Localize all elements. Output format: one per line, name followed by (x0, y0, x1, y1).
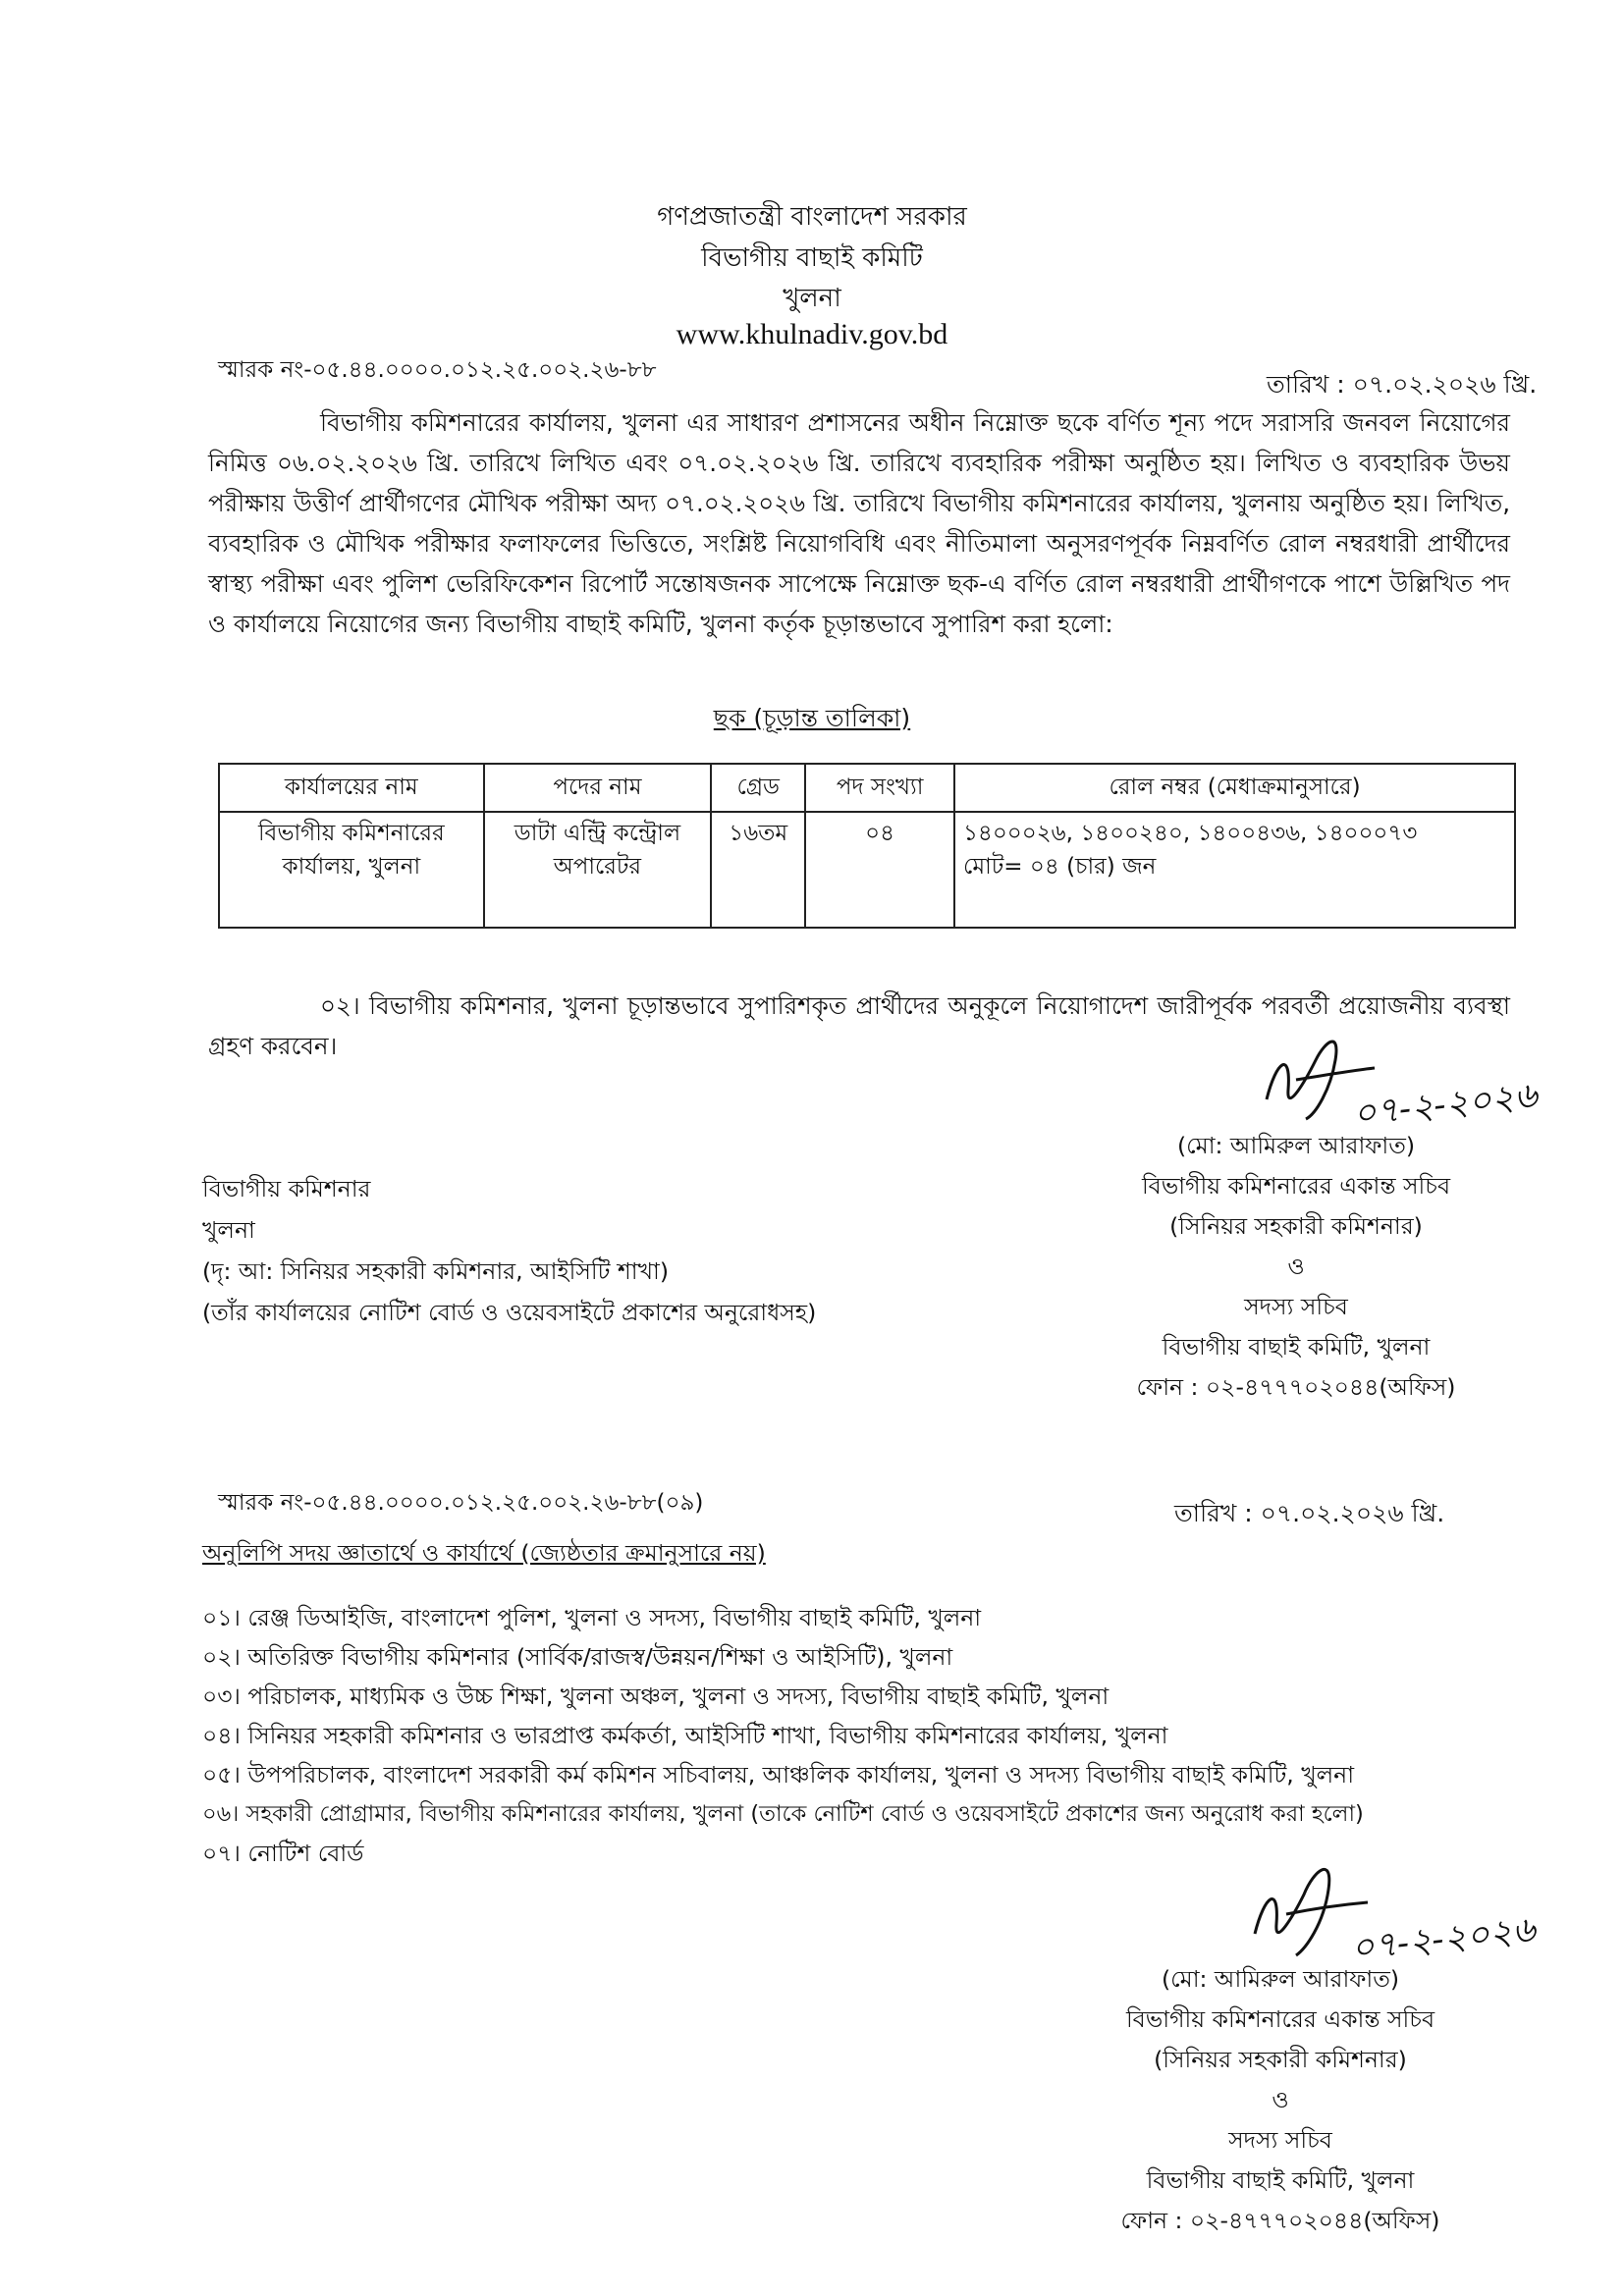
table-title: ছক (চূড়ান্ত তালিকা) (713, 704, 911, 732)
committee-role: সদস্য সচিব (1244, 1293, 1348, 1320)
handwritten-date: ০৭-২-২০২৬ (1351, 1075, 1540, 1135)
header-grade: গ্রেড (711, 764, 805, 812)
copy-heading: অনুলিপি সদয় জ্ঞাতার্থে ও কার্যার্থে (জ্যেষ্ঠতার ক্রমানুসারে নয়) (202, 1539, 766, 1567)
table-header-row (219, 764, 1515, 812)
list-item: ০১। রেঞ্জ ডিআইজি, বাংলাদেশ পুলিশ, খুলনা ও সদস্য, বিভাগীয় বাছাই কমিটি, খুলনা (202, 1604, 982, 1631)
recipient-block: বিভাগীয় কমিশনার খুলনা (দৃ: আ: সিনিয়র সহকারী কমিশনার, আইসিটি শাখা) (তাঁর কার্যালয়ের নোটিশ বোর্ড ও ওয়েবসাইটে প্রকাশের অনুরোধসহ) (202, 1175, 817, 1326)
committee-name: বিভাগীয় বাছাই কমিটি, খুলনা (1146, 2166, 1415, 2194)
conjunction: ও (1272, 2086, 1289, 2113)
table-row (219, 812, 1515, 928)
list-item: ০৭। নোটিশ বোর্ড (202, 1840, 364, 1867)
phone-number: ফোন : ০২-৪৭৭৭০২০৪৪(অফিস) (1120, 2207, 1440, 2234)
list-item: ০৫। উপপরিচালক, বাংলাদেশ সরকারী কর্ম কমিশন সচিবালয়, আঞ্চলিক কার্যালয়, খুলনা ও সদস্য বিভাগীয় বাছাই কমিটি, খুলনা (202, 1761, 1355, 1789)
website-link[interactable]: www.khulnadiv.gov.bd (676, 318, 948, 350)
committee-name: বিভাগীয় বাছাই কমিটি, খুলনা (1162, 1333, 1431, 1361)
cell-count: ০৪ (805, 812, 954, 928)
header-count: পদ সংখ্যা (805, 764, 954, 812)
list-item: ০৬। সহকারী প্রোগ্রামার, বিভাগীয় কমিশনারের কার্যালয়, খুলনা (তাকে নোটিশ বোর্ড ও ওয়েবসাইটে প্রকাশের জন্য অনুরোধ করা হলো) (202, 1801, 1364, 1827)
final-list-table (218, 763, 1516, 929)
para-two: ০২। বিভাগীয় কমিশনার, খুলনা চূড়ান্তভাবে সুপারিশকৃত প্রার্থীদের অনুকূলে নিয়োগাদেশ জারীপূর্বক পরবর্তী প্রয়োজনীয় ব্যবস্থা গ্রহণ করবেন। (208, 991, 1510, 1060)
signatory-name: (মো: আমিরুল আরাফাত) (1161, 1965, 1400, 1993)
header-roll: রোল নম্বর (মেধাক্রমানুসারে) (954, 764, 1515, 812)
phone-number: ফোন : ০২-৪৭৭৭০২০৪৪(অফিস) (1136, 1373, 1456, 1401)
committee-role: সদস্য সচিব (1228, 2126, 1332, 2154)
signatory-rank: (সিনিয়র সহকারী কমিশনার) (1154, 2046, 1407, 2073)
header-office: কার্যালয়ের নাম (219, 764, 484, 812)
signature-block (1064, 1959, 1496, 2241)
cell-office: বিভাগীয় কমিশনারের কার্যালয়, খুলনা (219, 812, 484, 928)
list-item: ০৩। পরিচালক, মাধ্যমিক ও উচ্চ শিক্ষা, খুলনা অঞ্চল, খুলনা ও সদস্য, বিভাগীয় বাছাই কমিটি, খুলনা (202, 1682, 1110, 1710)
memo-date: তারিখ : ০৭.০২.২০২৬ খ্রি. (1267, 370, 1538, 399)
government-title: গণপ্রজাতন্ত্রী বাংলাদেশ সরকার (657, 202, 967, 232)
committee-title: বিভাগীয় বাছাই কমিটি (701, 243, 923, 273)
cell-grade: ১৬তম (711, 812, 805, 928)
body-paragraph: বিভাগীয় কমিশনারের কার্যালয়, খুলনা এর সাধারণ প্রশাসনের অধীন নিম্নোক্ত ছকে বর্ণিত শূন্য পদে সরাসরি জনবল নিয়োগের নিমিত্ত ০৬.০২.২০২৬ খ্রি. তারিখে লিখিত এবং ০৭.০২.২০২৬ খ্রি. তারিখে ব্যবহারিক পরীক্ষা অনুষ্ঠিত হয়। লিখিত ও ব্যবহারিক উভয় পরীক্ষায় উত্তীর্ণ প্রার্থীগণের মৌখিক পরীক্ষা অদ্য ০৭.০২.২০২৬ খ্রি. তারিখে বিভাগীয় কমিশনারের কার্যালয়, খুলনায় অনুষ্ঠিত হয়। লিখিত, ব্যবহারিক ও মৌখিক পরীক্ষার ফলাফলের ভিত্তিতে, সংশ্লিষ্ট নিয়োগবিধি এবং নীতিমালা অনুসরণপূর্বক নিম্নবর্ণিত রোল নম্বরধারী প্রার্থীদের স্বাস্থ্য পরীক্ষা এবং পুলিশ ভেরিফিকেশন রিপোর্ট সন্তোষজনক সাপেক্ষে নিম্নোক্ত ছক-এ বর্ণিত রোল নম্বরধারী প্রার্থীগণকে পাশে উল্লিখিত পদ ও কার্যালয়ে নিয়োগের জন্য বিভাগীয় বাছাই কমিটি, খুলনা কর্তৃক চূড়ান্তভাবে সুপারিশ করা হলো: (208, 408, 1510, 638)
cell-post: ডাটা এন্ট্রি কন্ট্রোল অপারেটর (484, 812, 712, 928)
signatory-designation: বিভাগীয় কমিশনারের একান্ত সচিব (1141, 1172, 1451, 1200)
signature-block (1080, 1126, 1512, 1408)
copy-memo-ref-number: স্মারক নং-০৫.৪৪.০০০০.০১২.২৫.০০২.২৬-৮৮(০৯) (218, 1490, 704, 1516)
copy-list (202, 1598, 1364, 1873)
roll-numbers: ১৪০০০২৬, ১৪০০২৪০, ১৪০০৪৩৬, ১৪০০০৭৩ (963, 821, 1418, 846)
signatory-rank: (সিনিয়র সহকারী কমিশনার) (1169, 1212, 1423, 1240)
list-item: ০২। অতিরিক্ত বিভাগীয় কমিশনার (সার্বিক/রাজস্ব/উন্নয়ন/শিক্ষা ও আইসিটি), খুলনা (202, 1643, 953, 1671)
cell-rolls (954, 812, 1515, 928)
memo-ref-number: স্মারক নং-০৫.৪৪.০০০০.০১২.২৫.০০২.২৬-৮৮ (218, 357, 657, 383)
header-post: পদের নাম (484, 764, 712, 812)
signatory-name: (মো: আমিরুল আরাফাত) (1176, 1132, 1416, 1159)
list-item: ০৪। সিনিয়র সহকারী কমিশনার ও ভারপ্রাপ্ত কর্মকর্তা, আইসিটি শাখা, বিভাগীয় কমিশনারের কার্যালয়, খুলনা (202, 1722, 1168, 1749)
signatory-designation: বিভাগীয় কমিশনারের একান্ত সচিব (1125, 2005, 1435, 2033)
roll-total: মোট= ০৪ (চার) জন (963, 854, 1157, 880)
conjunction: ও (1287, 1253, 1305, 1280)
copy-memo-date: তারিখ : ০৭.০২.২০২৬ খ্রি. (1174, 1499, 1445, 1527)
handwritten-date: ০৭-২-২০২৬ (1349, 1909, 1538, 1969)
location-title: খুলনা (783, 284, 841, 313)
